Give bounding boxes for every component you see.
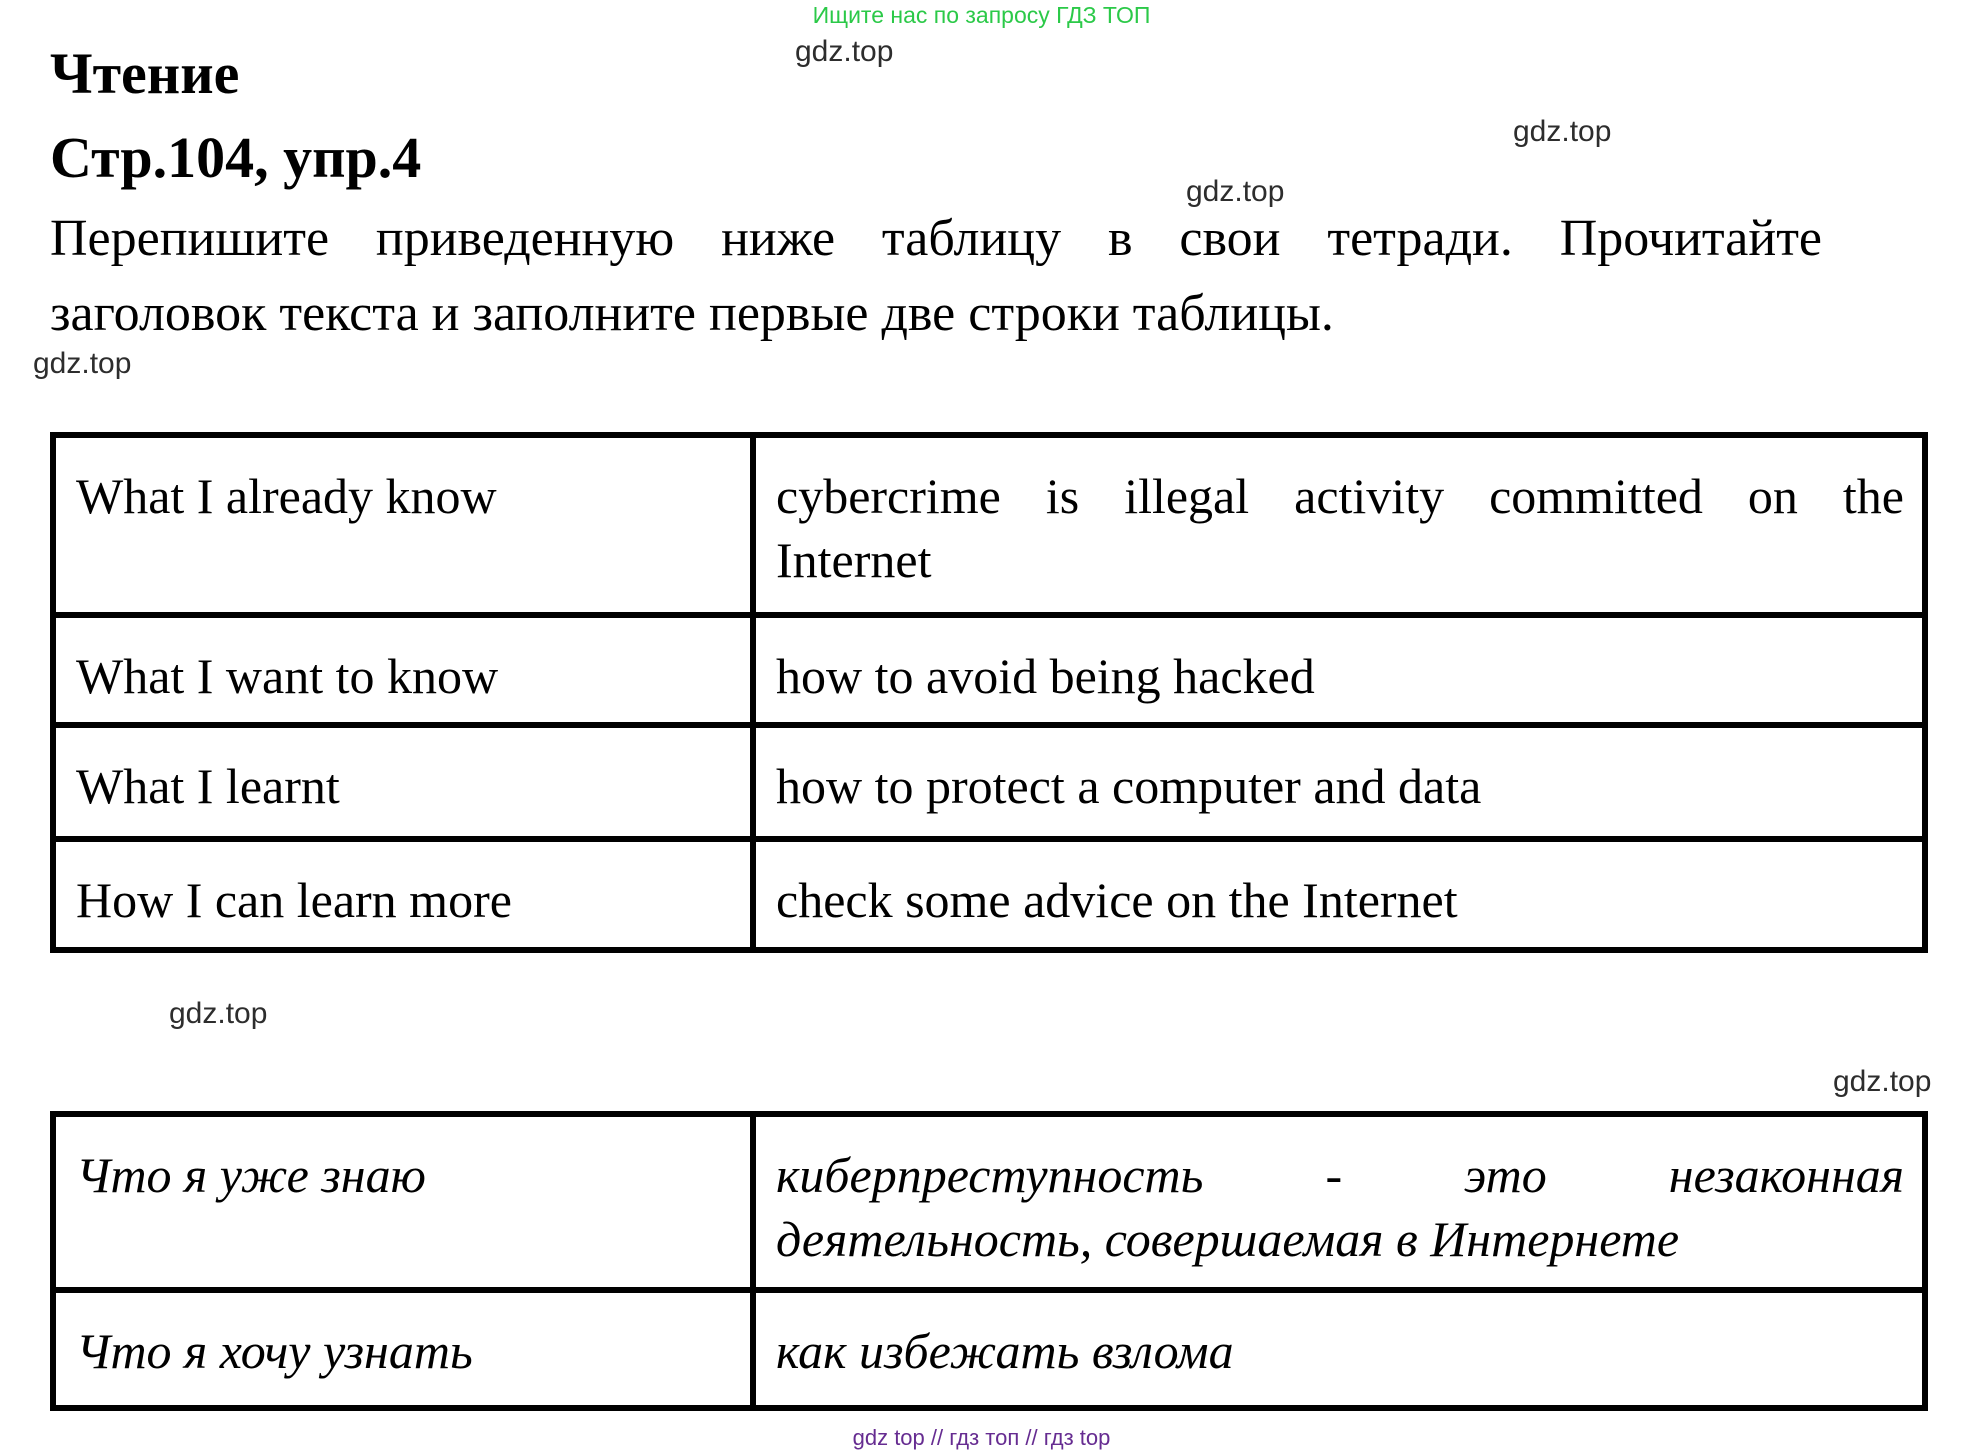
table-cell-label: How I can learn more	[53, 839, 753, 950]
watermark: gdz.top	[1186, 175, 1285, 208]
table-cell-value	[753, 435, 1925, 615]
table-row	[53, 615, 1925, 725]
watermark: gdz.top	[33, 347, 132, 380]
table-row	[53, 1290, 1925, 1408]
table-cell-value	[753, 1290, 1925, 1408]
table-cell-label: Что я хочу узнать	[53, 1290, 753, 1408]
table-russian-translation	[50, 1111, 1928, 1411]
table-cell-value	[753, 1114, 1925, 1290]
table-cell-value-line: как избежать взлома	[776, 1323, 1234, 1379]
table-row	[53, 839, 1925, 950]
table-cell-value-line: cybercrime is illegal activity committed on the	[776, 468, 1904, 524]
footer-links[interactable]: gdz top // гдз топ // гдз top	[852, 1425, 1111, 1450]
table-cell-value-line: киберпреступность - это незаконная	[776, 1147, 1904, 1203]
table-row	[53, 435, 1925, 615]
table-cell-label: What I want to know	[53, 615, 753, 725]
table-cell-value-line: how to protect a computer and data	[776, 758, 1482, 814]
table-cell-value-line: Internet	[776, 532, 932, 588]
table-cell-value	[753, 615, 1925, 725]
instruction-paragraph	[50, 201, 1822, 351]
table-cell-label: What I already know	[53, 435, 753, 615]
table-cell-value-line: check some advice on the Internet	[776, 872, 1458, 928]
promo-banner: Ищите нас по запросу ГДЗ ТОП	[812, 2, 1151, 28]
watermark: gdz.top	[169, 997, 268, 1030]
instruction-line-2: заголовок текста и заполните первые две строки таблицы.	[50, 285, 1334, 342]
table-cell-value	[753, 725, 1925, 839]
section-title: Чтение	[50, 41, 240, 106]
table-row	[53, 725, 1925, 839]
table-row	[53, 1114, 1925, 1290]
table-cell-value	[753, 839, 1925, 950]
table-cell-label: What I learnt	[53, 725, 753, 839]
table-cell-value-line: деятельность, совершаемая в Интернете	[776, 1211, 1680, 1267]
instruction-line-1: Перепишите приведенную ниже таблицу в свои тетради. Прочитайте	[50, 210, 1822, 267]
watermark: gdz.top	[1513, 115, 1612, 148]
watermark: gdz.top	[1833, 1065, 1932, 1098]
table-cell-label: Что я уже знаю	[53, 1114, 753, 1290]
table-english-kwl	[50, 432, 1928, 953]
exercise-reference: Стр.104, упр.4	[50, 125, 422, 190]
table-cell-value-line: how to avoid being hacked	[776, 648, 1315, 704]
watermark: gdz.top	[795, 35, 894, 68]
